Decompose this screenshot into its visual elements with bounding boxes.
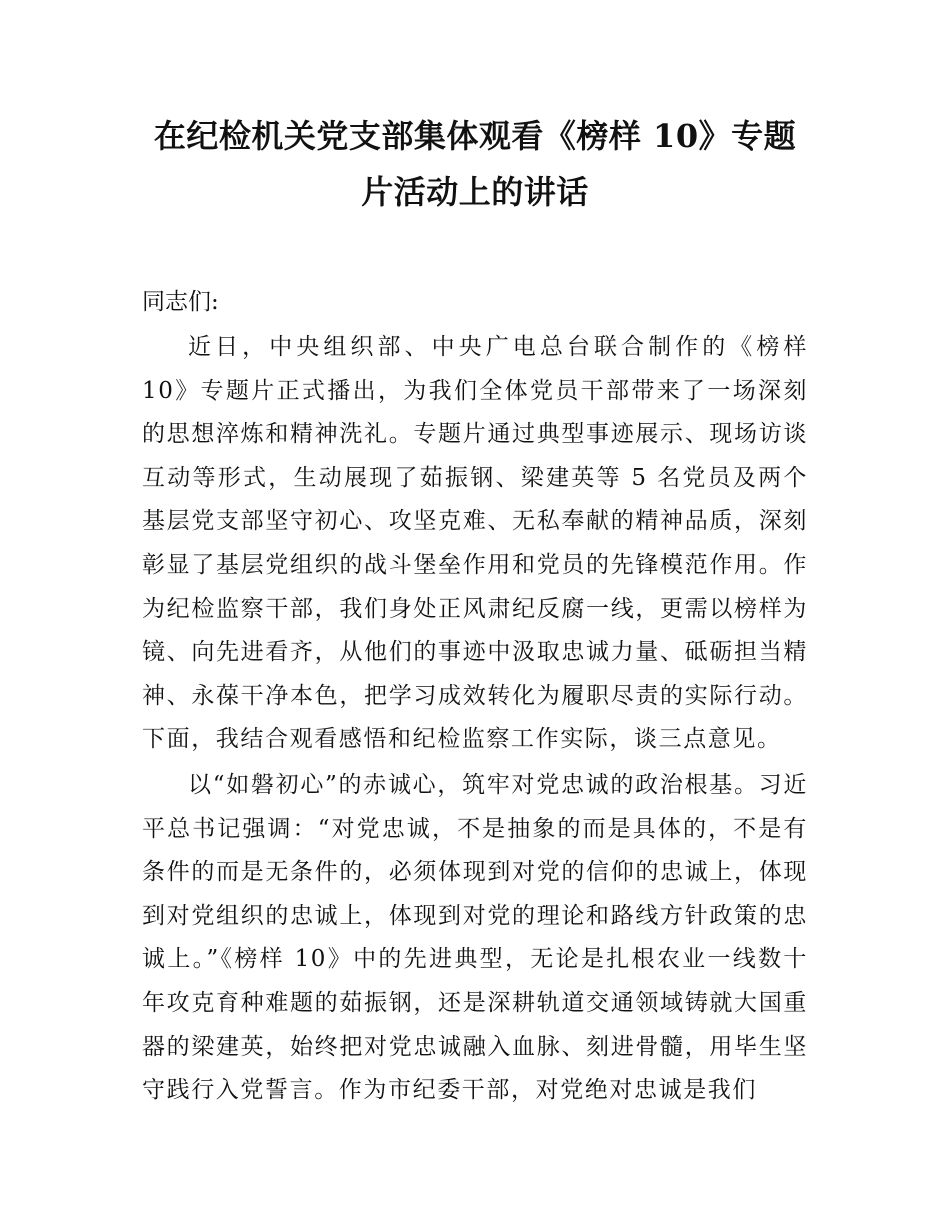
body-paragraph-1: 近日，中央组织部、中央广电总台联合制作的《榜样 10》专题片正式播出，为我们全体党员干部带来了一场深刻的思想淬炼和精神洗礼。专题片通过典型事迹展示、现场访谈互动等形式，生动展现了茹振钢、梁建英等 5 名党员及两个基层党支部坚守初心、攻坚克难、无私奉献的精神品质，深刻彰显了基层党组织的战斗堡垒作用和党员的先锋模范作用。作为纪检监察干部，我们身处正风肃纪反腐一线，更需以榜样为镜、向先进看齐，从他们的事迹中汲取忠诚力量、砥砺担当精神、永葆干净本色，把学习成效转化为履职尽责的实际行动。下面，我结合观看感悟和纪检监察工作实际，谈三点意见。 xyxy=(142,334,808,753)
document-title xyxy=(142,108,808,220)
body-paragraph-2: 以“如磐初心”的赤诚心，筑牢对党忠诚的政治根基。习近平总书记强调：“对党忠诚，不是抽象的而是具体的，不是有条件的而是无条件的，必须体现到对党的信仰的忠诚上，体现到对党组织的忠诚上，体现到对党的理论和路线方针政策的忠诚上。”《榜样 10》中的先进典型，无论是扎根农业一线数十年攻克育种难题的茹振钢，还是深耕轨道交通领域铸就大国重器的梁建英，始终把对党忠诚融入血脉、刻进骨髓，用毕生坚守践行入党誓言。作为市纪委干部，对党绝对忠诚是我们 xyxy=(142,771,808,1104)
document-title-line-1: 在纪检机关党支部集体观看《榜样 10》专题 xyxy=(153,117,797,155)
document-page xyxy=(142,108,808,1113)
document-title-line-2: 片活动上的讲话 xyxy=(361,173,589,211)
salutation: 同志们: xyxy=(142,289,219,315)
